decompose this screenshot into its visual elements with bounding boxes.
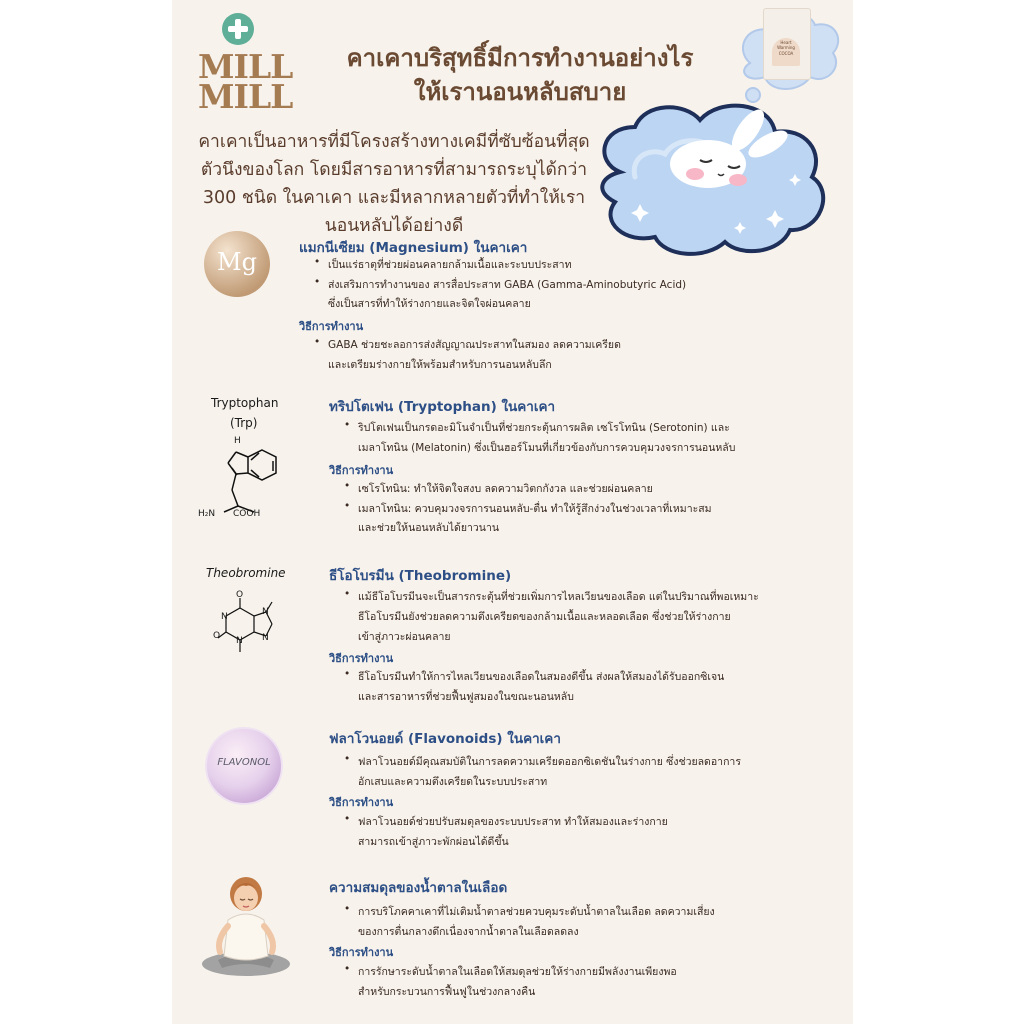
magnesium-orb-label: Mg xyxy=(217,248,257,276)
meditating-woman-illustration xyxy=(198,868,294,978)
flavonol-pearl-label: FLAVONOL xyxy=(217,757,271,768)
flavonoid-how-cont: สามารถเข้าสู่ภาวะพักผ่อนได้ดีขึ้น xyxy=(358,836,509,848)
magnesium-how-bullet: • GABA ช่วยชะลอการส่งสัญญาณประสาทในสมอง ลดความเครียด xyxy=(328,336,621,353)
flavonoid-how-label: วิธีการทำงาน xyxy=(329,796,394,809)
brand-cross-icon xyxy=(222,13,254,45)
tryptophan-acid: COOH xyxy=(233,509,261,519)
page-title-line1: คาเคาบริสุทธิ์มีการทำงานอย่างไร xyxy=(346,44,694,72)
tryptophan-heading: ทริปโตเฟน (Tryptophan) ในคาเคา xyxy=(329,399,556,415)
theobromine-how-cont: และสารอาหารที่ช่วยฟื้นฟูสมองในขณะนอนหลับ xyxy=(358,691,574,703)
intro-paragraph: คาเคาเป็นอาหารที่มีโครงสร้างทางเคมีที่ซับซ้อนที่สุดตัวนึงของโลก โดยมีสารอาหารที่สามารถระบุได้กว่า 300 ชนิด ในคาเคา และมีหลากหลายตัวที่ทำให้เรานอนหลับได้อย่างดี xyxy=(198,132,590,236)
theobromine-n1: N xyxy=(221,612,228,622)
tryptophan-amine: H₂N xyxy=(198,509,216,519)
theobromine-n3: N xyxy=(262,607,269,617)
theobromine-how-label: วิธีการทำงาน xyxy=(329,652,394,665)
tryptophan-structure-icon xyxy=(196,430,296,520)
tryptophan-bullet: • ริปโตเฟนเป็นกรดอะมิโนจำเป็นที่ช่วยกระตุ้นการผลิต เซโรโทนิน (Serotonin) และ xyxy=(358,419,730,436)
magnesium-how-cont: และเตรียมร่างกายให้พร้อมสำหรับการนอนหลับลึก xyxy=(328,359,552,371)
flavonoid-heading: ฟลาโวนอยด์ (Flavonoids) ในคาเคา xyxy=(329,731,561,747)
tryptophan-how-cont: และช่วยให้นอนหลับได้ยาวนาน xyxy=(358,522,500,534)
tryptophan-abbrev: (Trp) xyxy=(230,416,258,430)
page-title-line2: ให้เรานอนหลับสบาย xyxy=(413,78,627,106)
theobromine-structure-icon xyxy=(206,590,296,670)
theobromine-bullet-cont: ธีโอโบรมีนยังช่วยลดความตึงเครียดของกล้ามเนื้อและหลอดเลือด ซึ่งช่วยให้ร่างกาย xyxy=(358,611,731,623)
flavonoid-bullet-cont: อักเสบและความตึงเครียดในระบบประสาท xyxy=(358,776,548,788)
flavonoid-bullet: • ฟลาโวนอยด์มีคุณสมบัติในการลดความเครียดออกซิเดชันในร่างกาย ซึ่งช่วยลดอาการ xyxy=(358,753,741,770)
blood-sugar-how-label: วิธีการทำงาน xyxy=(329,946,394,959)
tryptophan-bullet-cont: เมลาโทนิน (Melatonin) ซึ่งเป็นฮอร์โมนที่เกี่ยวข้องกับการควบคุมวงจรการนอนหลับ xyxy=(358,442,736,454)
theobromine-o1: O xyxy=(236,590,244,600)
tryptophan-label: Tryptophan xyxy=(211,396,279,410)
product-label-line3: COCOA xyxy=(778,51,794,56)
tryptophan-how-label: วิธีการทำงาน xyxy=(329,464,394,477)
blood-sugar-bullet: • การบริโภคคาเคาที่ไม่เติมน้ำตาลช่วยควบคุมระดับน้ำตาลในเลือด ลดความเสี่ยง xyxy=(358,903,715,920)
theobromine-n2: N xyxy=(236,636,243,646)
blood-sugar-how-cont: สำหรับกระบวนการฟื้นฟูในช่วงกลางคืน xyxy=(358,986,536,998)
sleeping-bunny-cloud-illustration xyxy=(590,82,840,262)
theobromine-bullet-cont2: เข้าสู่ภาวะผ่อนคลาย xyxy=(358,631,451,643)
magnesium-bullet: • ส่งเสริมการทำงานของ สารสื่อประสาท GABA (Gamma-Aminobutyric Acid) xyxy=(328,276,686,293)
theobromine-heading: ธีโอโบรมีน (Theobromine) xyxy=(329,568,512,584)
blood-sugar-how-bullet: • การรักษาระดับน้ำตาลในเลือดให้สมดุลช่วยให้ร่างกายมีพลังงานเพียงพอ xyxy=(358,963,677,980)
tryptophan-how-bullet: • เมลาโทนิน: ควบคุมวงจรการนอนหลับ-ตื่น ทำให้รู้สึกง่วงในช่วงเวลาที่เหมาะสม xyxy=(358,500,712,517)
tryptophan-how-bullet: • เซโรโทนิน: ทำให้จิตใจสงบ ลดความวิตกกังวล และช่วยผ่อนคลาย xyxy=(358,480,653,497)
product-label-line1: Heart xyxy=(780,40,792,45)
theobromine-bullet: • แม้ธีโอโบรมีนจะเป็นสารกระตุ้นที่ช่วยเพิ่มการไหลเวียนของเลือด แต่ในปริมาณที่พอเหมาะ xyxy=(358,588,759,605)
magnesium-heading: แมกนีเซียม (Magnesium) ในคาเคา xyxy=(299,240,528,256)
theobromine-o2: O xyxy=(213,631,221,641)
blood-sugar-heading: ความสมดุลของน้ำตาลในเลือด xyxy=(329,880,508,896)
magnesium-bullet-cont: ซึ่งเป็นสารที่ทำให้ร่างกายและจิตใจผ่อนคลาย xyxy=(328,298,531,310)
blood-sugar-bullet-cont: ของการตื่นกลางดึกเนื่องจากน้ำตาลในเลือดลดลง xyxy=(358,926,579,938)
flavonoid-how-bullet: • ฟลาโวนอยด์ช่วยปรับสมดุลของระบบประสาท ทำให้สมองและร่างกาย xyxy=(358,813,668,830)
theobromine-label: Theobromine xyxy=(206,566,286,580)
theobromine-how-bullet: • ธีโอโบรมีนทำให้การไหลเวียนของเลือดในสมองดีขึ้น ส่งผลให้สมองได้รับออกซิเจน xyxy=(358,668,724,685)
magnesium-how-label: วิธีการทำงาน xyxy=(299,320,364,333)
brand-word-2: MILL xyxy=(198,77,293,116)
magnesium-bullet: • เป็นแร่ธาตุที่ช่วยผ่อนคลายกล้ามเนื้อและระบบประสาท xyxy=(328,256,572,273)
brand-word-1: MILL xyxy=(198,47,293,86)
tryptophan-nh: H xyxy=(234,436,241,446)
theobromine-n4: N xyxy=(262,633,269,643)
product-label-line2: Warming xyxy=(777,45,795,50)
